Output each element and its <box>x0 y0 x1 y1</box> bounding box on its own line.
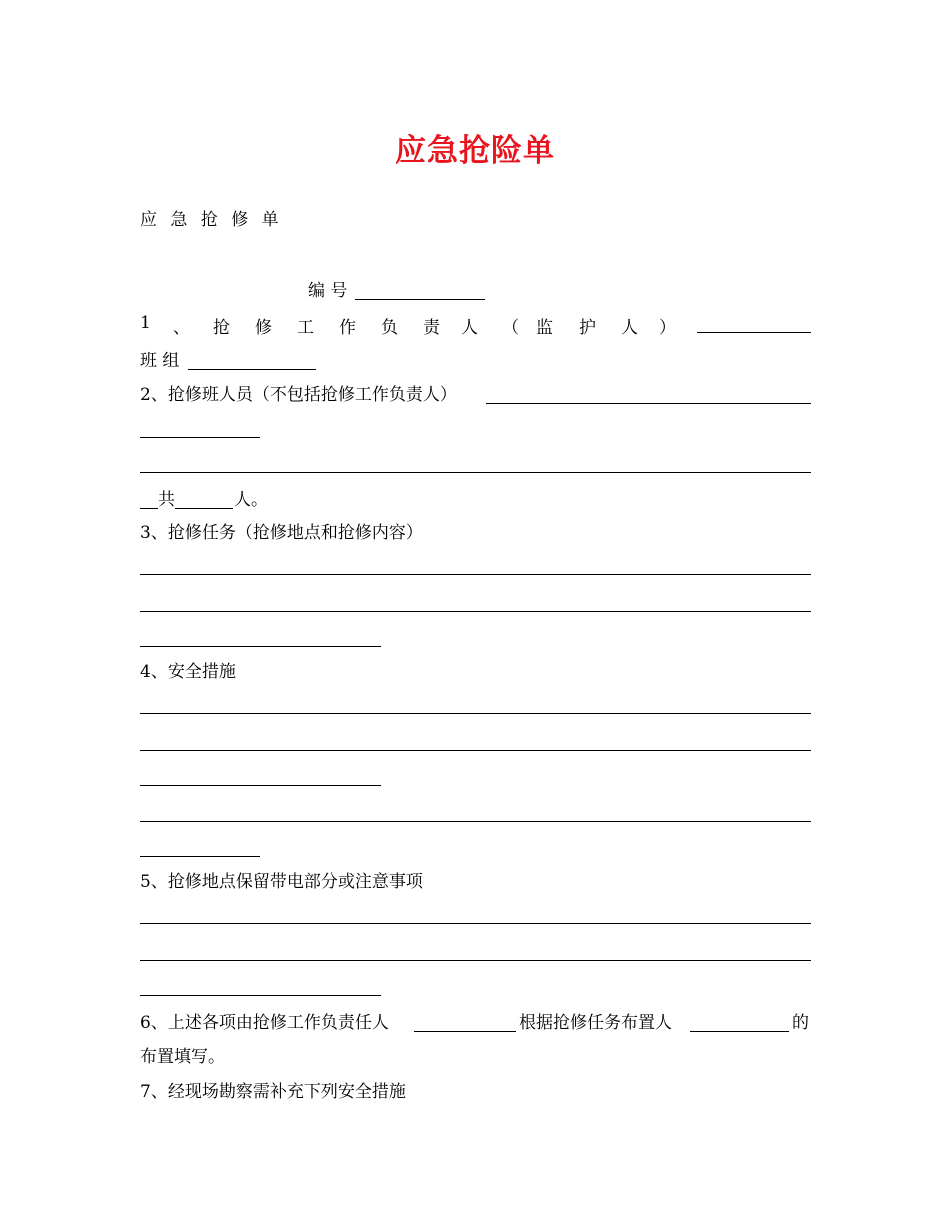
item1-char: （ <box>502 318 519 338</box>
crew-blank-4[interactable] <box>140 508 158 509</box>
item5-label: 5、抢修地点保留带电部分或注意事项 <box>140 872 423 892</box>
team-label: 班 组 <box>140 351 180 371</box>
item1-char: 作 <box>339 318 356 338</box>
item1-char: 人 <box>461 318 478 338</box>
task-blank-1[interactable] <box>140 574 811 575</box>
item1-char: 抢 <box>213 318 230 338</box>
total-suffix: 人。 <box>234 490 268 510</box>
crew-blank-3[interactable] <box>140 472 811 473</box>
item6-part3: 的 <box>792 1013 809 1033</box>
live-parts-blank-3[interactable] <box>140 995 381 996</box>
safety-blank-4[interactable] <box>140 821 811 822</box>
filler-blank[interactable] <box>414 1031 516 1032</box>
item1-char: 负 <box>381 318 398 338</box>
item1-char: 修 <box>255 318 272 338</box>
item1-char: 责 <box>423 318 440 338</box>
item1-char: 1 <box>140 313 151 333</box>
item1-char: 人 <box>621 318 638 338</box>
assigner-blank[interactable] <box>690 1031 789 1032</box>
item1-char: 工 <box>297 318 314 338</box>
task-blank-2[interactable] <box>140 611 811 612</box>
live-parts-blank-2[interactable] <box>140 960 811 961</box>
total-prefix: 共 <box>158 490 175 510</box>
number-blank[interactable] <box>355 299 485 300</box>
document-subtitle: 应 急 抢 修 单 <box>140 210 283 230</box>
item1-char: ） <box>659 318 676 338</box>
live-parts-blank-1[interactable] <box>140 923 811 924</box>
item6-part1: 6、上述各项由抢修工作负责任人 <box>140 1013 389 1033</box>
item1-char: 监 <box>536 318 553 338</box>
crew-blank-2[interactable] <box>140 437 260 438</box>
task-blank-3[interactable] <box>140 646 381 647</box>
crew-blank-1[interactable] <box>486 403 811 404</box>
item2-label: 2、抢修班人员（不包括抢修工作负责人） <box>140 385 457 405</box>
item4-label: 4、安全措施 <box>140 662 236 682</box>
item3-label: 3、抢修任务（抢修地点和抢修内容） <box>140 523 423 543</box>
safety-blank-2[interactable] <box>140 750 811 751</box>
document-title: 应急抢险单 <box>395 133 555 169</box>
item6-line2: 布置填写。 <box>140 1047 225 1067</box>
item1-leader-row <box>140 313 812 337</box>
team-blank[interactable] <box>188 369 316 370</box>
item6-part2: 根据抢修任务布置人 <box>519 1013 672 1033</box>
safety-blank-3[interactable] <box>140 785 381 786</box>
number-label: 编 号 <box>308 281 348 301</box>
leader-blank[interactable] <box>697 332 811 333</box>
total-count-blank[interactable] <box>175 508 233 509</box>
item7-label: 7、经现场勘察需补充下列安全措施 <box>140 1082 406 1102</box>
item1-char: 、 <box>173 318 190 338</box>
safety-blank-5[interactable] <box>140 856 260 857</box>
item1-char: 护 <box>579 318 596 338</box>
safety-blank-1[interactable] <box>140 713 811 714</box>
